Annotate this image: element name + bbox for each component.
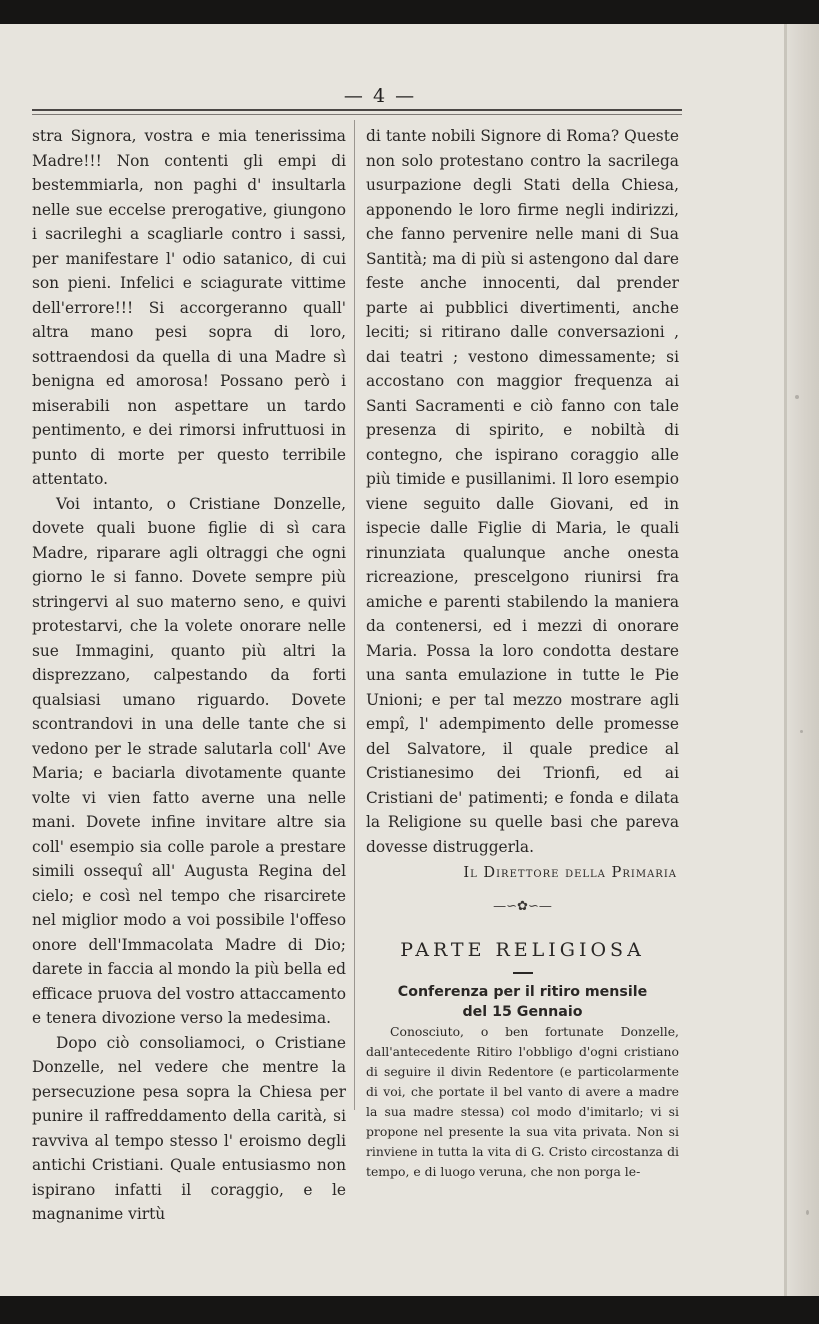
right-column [366, 124, 679, 1182]
page-number: — 4 — [343, 85, 417, 107]
conference-title-line-1: Conferenza per il ritiro mensile [397, 984, 648, 1000]
scan-bottom-border [0, 1296, 819, 1324]
left-column [32, 124, 346, 1227]
conference-text: Conosciuto, o ben fortunate Donzelle, dall'antecedente Ritiro l'obbligo d'ogni cristiano di seguire il divin Redentore (e particolarmente di voi, che portate il bel vanto di avere a madre la sua madre stessa) col modo d'imitarlo; vi si propone nel presente la sua vita privata. Non si rinviene in tutta la vita di G. Cristo circostanza di tempo, e di luogo veruna, che non porga le- [366, 1024, 679, 1179]
left-paragraph-3: Dopo ciò consoliamoci, o Cristiane Donzelle, nel vedere che mentre la persecuzione pesa sopra la Chiesa per punire il raffreddamento della carità, si ravviva al tempo stesso l' eroismo degli antichi Cristiani. Quale entusiasmo non ispirano infatti il coraggio, e le magnanime virtù [32, 1033, 346, 1223]
paper-speck [795, 395, 799, 399]
title-dash [513, 972, 533, 974]
page-edge-shadow [785, 24, 819, 1296]
paper-speck [800, 730, 803, 733]
paper-speck [806, 1210, 809, 1215]
column-divider [354, 120, 355, 1110]
signature: Il Direttore della Primaria [463, 864, 677, 881]
page-fold-line [784, 24, 787, 1296]
header-rule [32, 109, 682, 115]
ornament-divider: —∽✿∽— [493, 898, 552, 914]
scan-top-border [0, 0, 819, 24]
conference-title-line-2: del 15 Gennaio [462, 1004, 583, 1020]
left-paragraph-1: stra Signora, vostra e mia tenerissima Madre!!! Non contenti gli empi di bestemmiarla, non paghi d' insultarla nelle sue eccelse prerogative, giungono i sacrileghi a scagliarle contro i sassi, per manifestare l' odio satanico, di cui son pieni. Infelici e sciagurate vittime dell'errore!!! Si accorgeranno quall' altra mano pesi sopra di loro, sottraendosi da quella di una Madre sì benigna ed amorosa! Possano però i miserabili non aspettare un tardo pentimento, e dei rimorsi infruttuosi in punto di morte per questo terribile attentato. [32, 127, 346, 488]
left-paragraph-2: Voi intanto, o Cristiane Donzelle, dovete quali buone figlie di sì cara Madre, riparare agli oltraggi che ogni giorno le si fanno. Dovete sempre più stringervi al suo materno seno, e quivi protestarvi, che la volete onorare nelle sue Immagini, quanto più altri la disprezzano, calpestando da forti qualsiasi umano riguardo. Dovete scontrandovi in una delle tante che si vedono per le strade salutarla coll' Ave Maria; e baciarla divotamente quante volte vi vien fatto averne una nelle mani. Dovete infine invitare altre sia coll' esempio sia colle parole a prestare simili ossequî all' Augusta Regina del cielo; e così nel tempo che risarcirete nel miglior modo a voi possibile l'offeso onore dell'Immacolata Madre di Dio; darete in faccia al mondo la più bella ed efficace pruova del vostro attaccamento e tenera divozione verso la medesima. [32, 494, 346, 1027]
right-paragraph: di tante nobili Signore di Roma? Queste non solo protestano contro la sacrilega usurpazione degli Stati della Chiesa, apponendo le loro firme negli indirizzi, che fanno pervenire nelle mani di Sua Santità; ma di più si astengono dal dare feste anche innocenti, dal prender parte ai pubblici divertimenti, anche leciti; si ritirano dalle conversazioni , dai teatri ; vestono dimessamente; si accostano con maggior frequenza ai Santi Sacramenti e ciò fanno con tale presenza di spirito, e nobiltà di contegno, che ispirano coraggio alle più timide e pusillanimi. Il loro esempio viene seguito dalle Giovani, ed in ispecie dalle Figlie di Maria, le quali rinunziata qualunque anche onesta ricreazione, prescelgono riunirsi fra amiche e parenti stabilendo la maniera da contenersi, ed i mezzi di onorare Maria. Possa la loro condotta destare una santa emulazione in tutte le Pie Unioni; e per tal mezzo mostrare agli empî, l' adempimento delle promesse del Salvatore, il quale predice al Cristianesimo dei Trionfi, ed ai Cristiani de' patimenti; e fonda e dilata la Religione su quelle basi che pareva dovesse distruggerla. [366, 127, 679, 856]
section-title: PARTE RELIGIOSA [400, 938, 645, 961]
conference-title [366, 982, 679, 1022]
